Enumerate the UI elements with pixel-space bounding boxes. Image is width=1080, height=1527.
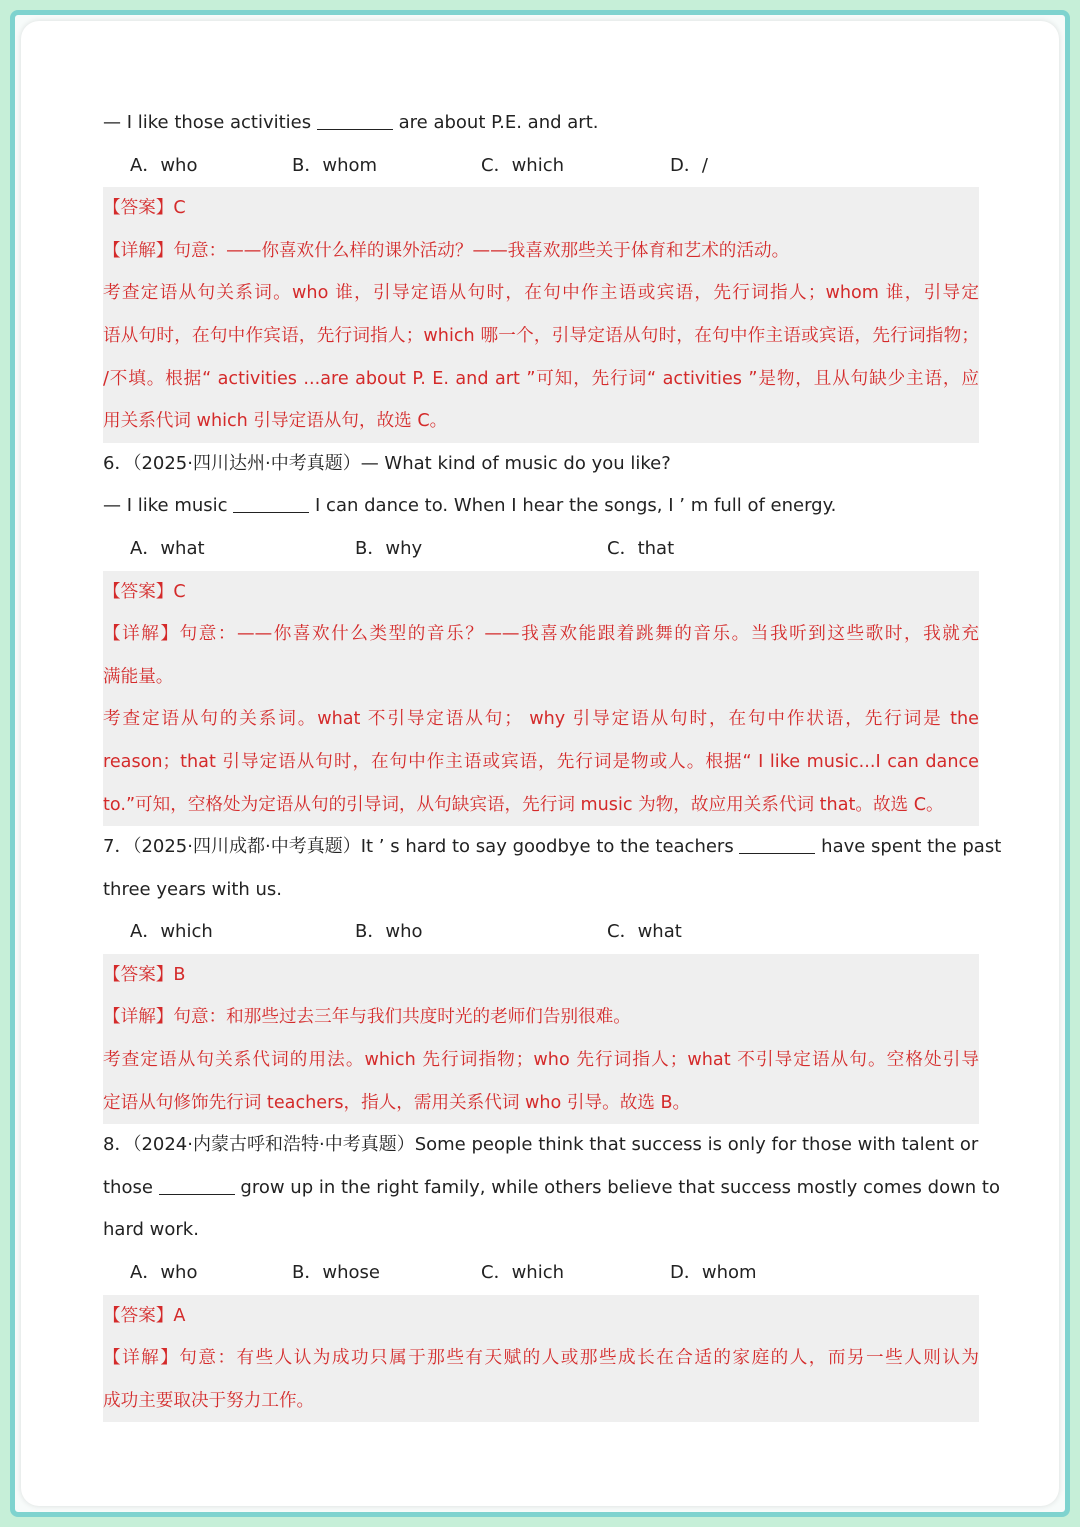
q5-answer-block	[103, 187, 979, 443]
q5-option-b: B．whom	[292, 154, 378, 176]
blank	[317, 111, 393, 130]
q8-option-a: A．who	[130, 1262, 198, 1284]
q5-options	[103, 145, 983, 188]
q6-answer-block	[103, 571, 979, 827]
q6-explain-line: 考查定语从句的关系词。what 不引导定语从句； why 引导定语从句时，在句中作状语，先行词是 the	[103, 709, 979, 730]
q6-answer: 【答案】C	[103, 581, 186, 602]
q5-option-d: D．/	[670, 154, 708, 176]
q8-stem-line3: hard work.	[103, 1219, 199, 1241]
document-content	[103, 102, 1002, 1422]
q5-explain-line: 用关系代词 which 引导定语从句，故选 C。	[103, 411, 448, 432]
q8-options	[103, 1252, 983, 1295]
q6-options	[103, 528, 983, 571]
blank	[159, 1176, 235, 1195]
q5-option-a: A．who	[130, 154, 198, 176]
q6-explain-line: to.”可知，空格处为定语从句的引导词，从句缺宾语，先行词 music 为物，故应用关系代词 that。故选 C。	[103, 794, 944, 815]
q7-stem-line2: three years with us.	[103, 878, 283, 900]
blank	[233, 494, 309, 513]
q7-option-a: A．which	[130, 921, 213, 943]
q6-option-a: A．what	[130, 537, 205, 559]
q8-option-d: D．whom	[670, 1262, 757, 1284]
q6-stem: 6．（2025·四川达州·中考真题）— What kind of music do you like?	[103, 452, 671, 474]
q7-explain-line: 考查定语从句关系代词的用法。which 先行词指物；who 先行词指人；what 不引导定语从句。空格处引导	[103, 1050, 979, 1071]
q6-explain-line: 满能量。	[103, 666, 174, 687]
q6-explain-line: reason；that 引导定语从句时，在句中作主语或宾语，先行词是物或人。根据“ I like music...I can dance	[103, 751, 979, 772]
q8-explain-line: 成功主要取决于努力工作。	[103, 1390, 315, 1411]
q8-stem-part1: those	[103, 1176, 153, 1198]
q7-option-c: C．what	[607, 921, 682, 943]
q5-explain-line: 考查定语从句关系词。who 谁，引导定语从句时，在句中作主语或宾语，先行词指人；whom 谁，引导定	[103, 283, 979, 304]
q5-line-part2: are about P.E. and art.	[398, 112, 599, 133]
q7-answer: 【答案】B	[103, 964, 186, 985]
q8-explain-line: 【详解】句意：有些人认为成功只属于那些有天赋的人或那些成长在合适的家庭的人，而另一些人则认为	[103, 1348, 979, 1369]
q5-explain-line: /不填。根据“ activities ...are about P. E. and art ”可知，先行词“ activities ”是物，且从句缺少主语，应	[103, 368, 979, 389]
q5-explain-line: 语从句时，在句中作宾语，先行词指人；which 哪一个，引导定语从句时，在句中作主语或宾语，先行词指物；	[103, 325, 979, 346]
q8-stem: 8．（2024·内蒙古呼和浩特·中考真题）Some people think that success is only for those with talent or	[103, 1134, 979, 1156]
q5-line	[103, 102, 983, 145]
q6-option-c: C．that	[607, 537, 675, 559]
q7-stem	[103, 826, 1002, 869]
q7-stem-part1: 7．（2025·四川成都·中考真题）It ’ s hard to say goodbye to the teachers	[103, 836, 734, 858]
q8-option-b: B．whose	[292, 1262, 380, 1284]
q7-explain-line: 【详解】句意：和那些过去三年与我们共度时光的老师们告别很难。	[103, 1007, 631, 1028]
q7-explain-line: 定语从句修饰先行词 teachers，指人，需用关系代词 who 引导。故选 B。	[103, 1092, 691, 1113]
q5-option-c: C．which	[481, 154, 565, 176]
q6-option-b: B．why	[355, 537, 423, 559]
q5-explain-line: 【详解】句意：——你喜欢什么样的课外活动？——我喜欢那些关于体育和艺术的活动。	[103, 240, 790, 261]
q8-answer: 【答案】A	[103, 1305, 186, 1326]
q6-explain-line: 【详解】句意：——你喜欢什么类型的音乐？——我喜欢能跟着跳舞的音乐。当我听到这些歌时，我就充	[103, 624, 979, 645]
q5-answer: 【答案】C	[103, 198, 186, 219]
q5-line-part1: — I like those activities	[103, 112, 312, 133]
q7-option-b: B．who	[355, 921, 423, 943]
q6-line	[103, 485, 983, 528]
q7-answer-block	[103, 954, 979, 1124]
q6-line-part1: — I like music	[103, 495, 228, 517]
q8-stem-part2: grow up in the right family, while others believe that success mostly comes down to	[240, 1176, 1001, 1198]
q7-options	[103, 911, 983, 954]
q8-option-c: C．which	[481, 1262, 565, 1284]
q7-stem-part2: have spent the past	[821, 836, 1002, 858]
q8-answer-block	[103, 1295, 979, 1423]
blank	[739, 835, 815, 854]
q6-line-part2: I can dance to. When I hear the songs, I ’ m full of energy.	[315, 495, 837, 517]
q8-stem-line2	[103, 1167, 1001, 1210]
